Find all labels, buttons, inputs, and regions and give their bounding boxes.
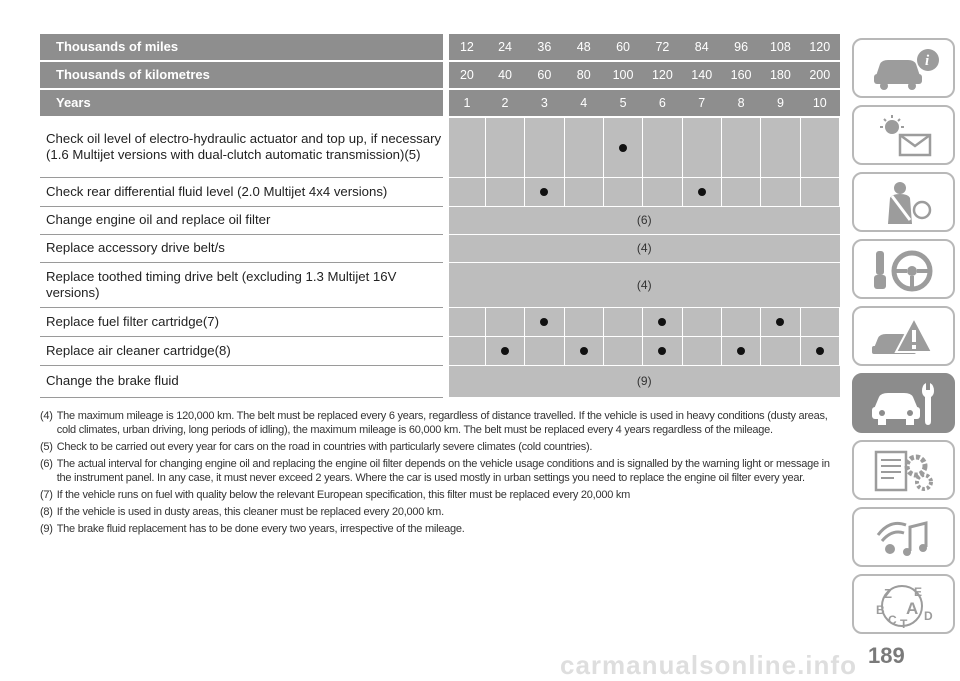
footnote-text: If the vehicle is used in dusty areas, this cleaner must be replaced every 20,000 km. [56,506,444,518]
tab-index[interactable] [852,574,955,634]
schedule-cell [761,177,800,206]
table-row [40,307,840,336]
years-value: 7 [682,89,721,117]
tab-car-info[interactable] [852,38,955,98]
years-value: 4 [564,89,603,117]
svg-text:B: B [876,603,885,617]
footnote-tag: (9) [40,523,53,535]
page-number: 189 [868,643,905,668]
years-header-label: Years [40,89,446,117]
technical-data-gears-icon [870,448,940,494]
footnote-tag: (7) [40,489,53,501]
miles-header-row [40,34,840,61]
footnote [40,457,840,485]
row-label: Replace air cleaner cartridge(8) [40,336,446,365]
tab-safety[interactable] [852,172,955,232]
footnotes [40,409,840,539]
miles-header-label: Thousands of miles [40,34,446,61]
schedule-cell [603,336,642,365]
svg-text:i: i [925,53,930,69]
schedule-cell [525,336,564,365]
check-mark-dot [816,347,824,355]
svg-text:T: T [900,617,908,628]
svg-text:C: C [888,613,897,627]
schedule-cell [682,336,721,365]
schedule-cell [721,336,760,365]
schedule-cell [761,336,800,365]
tab-emergency[interactable] [852,306,955,366]
footnote [40,488,840,502]
check-mark-dot [698,188,706,196]
check-mark-dot [501,347,509,355]
table-row [40,365,840,397]
miles-value: 48 [564,34,603,61]
footnote-tag: (6) [40,458,53,470]
years-value: 8 [721,89,760,117]
schedule-cell [682,177,721,206]
check-mark-dot [619,144,627,152]
schedule-cell [800,117,839,177]
alphabetical-index-icon [870,582,940,628]
footnote-text: Check to be carried out every year for cars on the road in countries with particularly severe climates (cold countries). [56,441,593,453]
km-value: 140 [682,61,721,89]
tab-warning-lights[interactable] [852,105,955,165]
footnote-tag: (5) [40,441,53,453]
footnote-text: The actual interval for changing engine oil and replacing the engine oil filter depends on the vehicle usage conditions and is signalled by the warning light or message in the instrument panel. In any case, it must never exceed 2 years. Where the car is used mostly in urban settings you need to replace the engine oil filter every year. [56,458,830,484]
miles-value: 24 [485,34,524,61]
schedule-cell [761,117,800,177]
tab-starting-driving[interactable] [852,239,955,299]
years-value: 10 [800,89,839,117]
km-value: 100 [603,61,642,89]
years-value: 9 [761,89,800,117]
steering-wheel-icon [870,247,940,293]
miles-value: 72 [643,34,682,61]
schedule-cell [485,117,524,177]
emergency-icon [870,314,940,360]
schedule-cell [446,307,485,336]
svg-text:Z: Z [884,586,892,601]
years-value: 5 [603,89,642,117]
years-value: 2 [485,89,524,117]
schedule-cell [525,117,564,177]
schedule-cell [446,117,485,177]
footnote [40,522,840,536]
miles-value: 108 [761,34,800,61]
miles-value: 12 [446,34,485,61]
schedule-cell [643,117,682,177]
footnote-tag: (4) [40,410,53,422]
car-service-wrench-icon [870,381,940,427]
years-value: 6 [643,89,682,117]
row-label: Change engine oil and replace oil filter [40,206,446,234]
miles-value: 60 [603,34,642,61]
km-value: 20 [446,61,485,89]
schedule-cell [721,117,760,177]
warning-lights-icon [870,113,940,159]
tab-technical-data[interactable] [852,440,955,500]
schedule-cell [446,177,485,206]
watermark: carmanualsonline.info [560,650,857,680]
miles-value: 36 [525,34,564,61]
km-header-row [40,61,840,89]
schedule-cell [761,307,800,336]
row-label: Check oil level of electro-hydraulic actuator and top up, if necessary (1.6 Multijet versions with dual-clutch automatic transmission)(5) [40,117,446,177]
schedule-cell [643,177,682,206]
km-value: 200 [800,61,839,89]
km-value: 160 [721,61,760,89]
interval-note-cell: (4) [446,234,840,262]
table-row [40,336,840,365]
schedule-cell [643,336,682,365]
footnote [40,440,840,454]
schedule-cell [682,307,721,336]
row-label: Change the brake fluid [40,365,446,397]
miles-value: 84 [682,34,721,61]
km-value: 180 [761,61,800,89]
years-value: 1 [446,89,485,117]
footnote-text: If the vehicle runs on fuel with quality below the relevant European specification, this filter must be replaced every 20,000 km [56,489,631,501]
interval-note-cell: (9) [446,365,840,397]
miles-value: 120 [800,34,839,61]
row-label: Check rear differential fluid level (2.0 Multijet 4x4 versions) [40,177,446,206]
interval-note-cell: (6) [446,206,840,234]
check-mark-dot [776,318,784,326]
schedule-cell [603,307,642,336]
chapter-sidebar [852,38,955,641]
schedule-cell [682,117,721,177]
footnote [40,409,840,437]
check-mark-dot [658,347,666,355]
footnote [40,505,840,519]
svg-text:E: E [914,585,923,599]
km-header-label: Thousands of kilometres [40,61,446,89]
schedule-cell [603,177,642,206]
schedule-cell [485,177,524,206]
tab-servicing-maintenance[interactable] [852,373,955,433]
schedule-cell [446,336,485,365]
miles-value: 96 [721,34,760,61]
check-mark-dot [580,347,588,355]
check-mark-dot [540,318,548,326]
km-value: 60 [525,61,564,89]
schedule-cell [525,177,564,206]
svg-text:A: A [906,599,919,618]
schedule-cell [603,117,642,177]
row-label: Replace toothed timing drive belt (excluding 1.3 Multijet 16V versions) [40,262,446,307]
seatbelt-safety-icon [870,180,940,226]
table-row [40,177,840,206]
schedule-cell [800,177,839,206]
schedule-cell [485,336,524,365]
table-row [40,234,840,262]
schedule-cell [800,307,839,336]
schedule-cell [564,117,603,177]
tab-multimedia[interactable] [852,507,955,567]
multimedia-music-icon [870,515,940,561]
schedule-cell [721,307,760,336]
maintenance-schedule-table [40,34,840,398]
schedule-cell [485,307,524,336]
schedule-cell [800,336,839,365]
check-mark-dot [540,188,548,196]
footnote-tag: (8) [40,506,53,518]
km-value: 40 [485,61,524,89]
schedule-cell [721,177,760,206]
km-value: 120 [643,61,682,89]
footnote-text: The maximum mileage is 120,000 km. The belt must be replaced every 6 years, regardless of distance travelled. If the vehicle is used in heavy conditions (dusty areas, cold climates, urban driving, long periods of idling), the maximum mileage is 60,000 km. The belt must be replaced every 4 years regardless of the mileage. [56,410,828,436]
row-label: Replace fuel filter cartridge(7) [40,307,446,336]
schedule-cell [643,307,682,336]
schedule-cell [564,177,603,206]
years-value: 3 [525,89,564,117]
check-mark-dot [737,347,745,355]
table-row [40,262,840,307]
years-header-row [40,89,840,117]
row-label: Replace accessory drive belt/s [40,234,446,262]
table-row [40,117,840,177]
svg-text:D: D [924,609,933,623]
check-mark-dot [658,318,666,326]
interval-note-cell: (4) [446,262,840,307]
car-info-icon [870,46,940,92]
table-row [40,206,840,234]
km-value: 80 [564,61,603,89]
schedule-cell [564,307,603,336]
footnote-text: The brake fluid replacement has to be done every two years, irrespective of the mileage. [56,523,465,535]
schedule-cell [564,336,603,365]
schedule-cell [525,307,564,336]
